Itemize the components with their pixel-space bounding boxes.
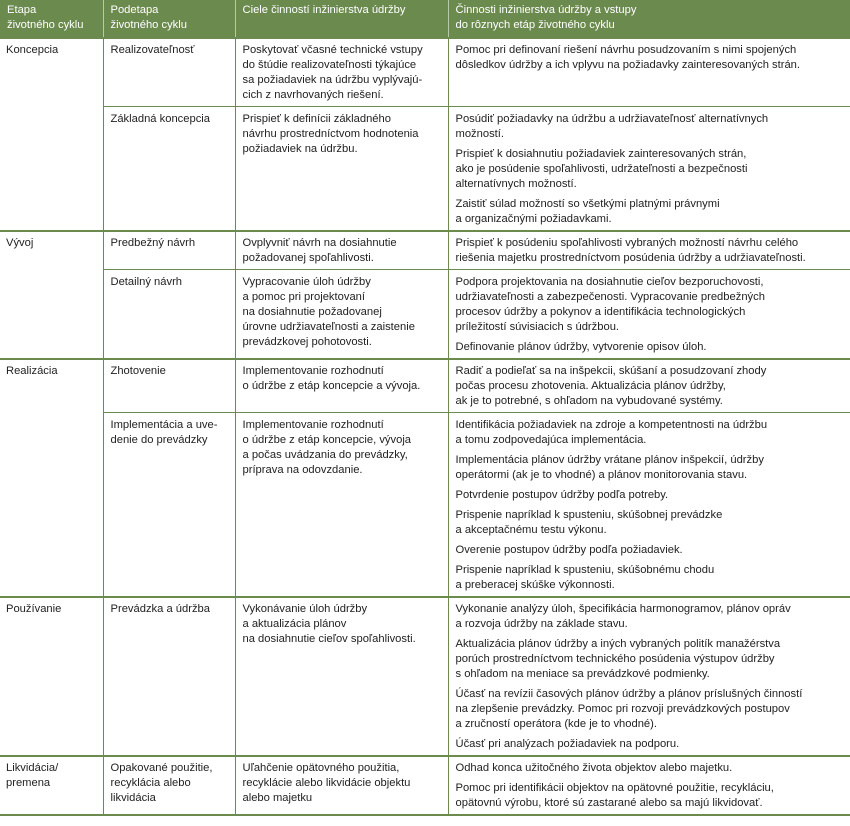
activity-item: Pomoc pri definovaní riešení návrhu posudzovaním s nimi spojených dôsledkov údržby a ich vplyvu na požiadavky zainteresovaných strán. (455, 44, 801, 71)
activities-cell (448, 38, 850, 107)
activities-cell (448, 756, 850, 815)
activity-item: Účasť na revízii časových plánov údržby a plánov príslušných činností na zlepšenie prevádzky. Pomoc pri rozvoji prevádzkových postupov a zručností operátora (kde je to vhodné). (455, 688, 803, 730)
goal-cell: Vykonávanie úloh údržby a aktualizácia plánov na dosiahnutie cieľov spoľahlivosti. (235, 597, 448, 756)
goal-cell: Vypracovanie úloh údržby a pomoc pri projektovaní na dosiahnutie požadovanej úrovne udržiavateľnosti a zaistenie prevádzkovej pohotovosti. (235, 270, 448, 360)
goal-cell: Uľahčenie opätovného použitia, recyklácie alebo likvidácie objektu alebo majetku (235, 756, 448, 815)
table-header-row (0, 0, 850, 38)
stage-cell: Realizácia (0, 359, 103, 413)
activities-cell (448, 597, 850, 756)
activities-cell (448, 359, 850, 413)
activities-cell (448, 270, 850, 360)
table-row (0, 107, 850, 232)
substage-cell: Predbežný návrh (103, 231, 235, 270)
substage-cell: Základná koncepcia (103, 107, 235, 232)
substage-cell: Prevádzka a údržba (103, 597, 235, 756)
header-substage: Podetapa životného cyklu (103, 0, 235, 38)
substage-cell: Implementácia a uve- denie do prevádzky (103, 413, 235, 598)
substage-cell: Realizovateľnosť (103, 38, 235, 107)
substage-cell: Zhotovenie (103, 359, 235, 413)
stage-cell: Koncepcia (0, 38, 103, 107)
stage-cell (0, 107, 103, 232)
goal-cell: Ovplyvniť návrh na dosiahnutie požadovanej spoľahlivosti. (235, 231, 448, 270)
stage-cell (0, 270, 103, 360)
table-row (0, 38, 850, 107)
activity-item: Zaistiť súlad možností so všetkými platnými právnymi a organizačnými požiadavkami. (455, 198, 720, 225)
stage-cell: Vývoj (0, 231, 103, 270)
activities-cell (448, 413, 850, 598)
activities-cell (448, 107, 850, 232)
stage-cell: Likvidácia/ premena (0, 756, 103, 815)
activities-cell (448, 231, 850, 270)
activity-item: Radiť a podieľať sa na inšpekcii, skúšaní a posudzovaní zhody počas procesu zhotovenia. Aktualizácia plánov údržby, ak je to potrebné, s ohľadom na vybudované systémy. (455, 365, 767, 407)
activity-item: Prispieť k posúdeniu spoľahlivosti vybraných možností návrhu celého riešenia majetku prostredníctvom posúdenia údržby a udržiavateľnosti. (455, 237, 806, 264)
goal-cell: Implementovanie rozhodnutí o údržbe z etáp koncepcie, vývoja a počas uvádzania do prevádzky, príprava na odovzdanie. (235, 413, 448, 598)
activity-item: Posúdiť požiadavky na údržbu a udržiavateľnosť alternatívnych možností. (455, 113, 769, 140)
activity-item: Podpora projektovania na dosiahnutie cieľov bezporuchovosti, udržiavateľnosti a zabezpečenosti. Vypracovanie predbežných procesov údržby a pokynov a identifikácia technologických príležitostí súvisiacich s údržbou. (455, 276, 765, 333)
header-goals: Ciele činností inžinierstva údržby (235, 0, 448, 38)
goal-cell: Implementovanie rozhodnutí o údržbe z etáp koncepcie a vývoja. (235, 359, 448, 413)
activity-item: Aktualizácia plánov údržby a iných vybraných politík manažérstva porúch prostredníctvom technického posúdenia výstupov údržby s ohľadom na meniace sa prevádzkové podmienky. (455, 638, 781, 680)
activity-item: Identifikácia požiadaviek na zdroje a kompetentnosti na údržbu a tomu zodpovedajúca implementácia. (455, 419, 768, 446)
activity-item: Účasť pri analýzach požiadaviek na podporu. (455, 738, 680, 750)
substage-cell: Opakované použitie, recyklácia alebo likvidácia (103, 756, 235, 815)
header-activities: Činnosti inžinierstva údržby a vstupy do rôznych etáp životného cyklu (448, 0, 850, 38)
goal-cell: Poskytovať včasné technické vstupy do štúdie realizovateľnosti týkajúce sa požiadaviek na údržbu vyplývajú- cich z navrhovaných riešení. (235, 38, 448, 107)
table-row (0, 231, 850, 270)
table-row (0, 359, 850, 413)
table-row (0, 270, 850, 360)
stage-cell (0, 413, 103, 598)
activity-item: Pomoc pri identifikácii objektov na opätovné použitie, recykláciu, opätovnú výrobu, ktoré sú zastarané alebo sa majú likvidovať. (455, 782, 774, 809)
substage-cell: Detailný návrh (103, 270, 235, 360)
header-stage: Etapa životného cyklu (0, 0, 103, 38)
goal-cell: Prispieť k definícii základného návrhu prostredníctvom hodnotenia požiadaviek na údržbu. (235, 107, 448, 232)
activity-item: Vykonanie analýzy úloh, špecifikácia harmonogramov, plánov opráv a rozvoja údržby na základe stavu. (455, 603, 791, 630)
table-row (0, 756, 850, 815)
activity-item: Prispenie napríklad k spusteniu, skúšobnému chodu a preberacej skúške výkonnosti. (455, 564, 715, 591)
activity-item: Prispenie napríklad k spusteniu, skúšobnej prevádzke a akceptačnému testu výkonu. (455, 509, 723, 536)
activity-item: Overenie postupov údržby podľa požiadaviek. (455, 544, 683, 556)
activity-item: Implementácia plánov údržby vrátane plánov inšpekcií, údržby operátormi (ak je to vhodné) a plánov monitorovania stavu. (455, 454, 764, 481)
stage-cell: Používanie (0, 597, 103, 756)
activity-item: Definovanie plánov údržby, vytvorenie opisov úloh. (455, 341, 707, 353)
activity-item: Odhad konca užitočného života objektov alebo majetku. (455, 762, 733, 774)
activity-item: Prispieť k dosiahnutiu požiadaviek zainteresovaných strán, ako je posúdenie spoľahlivosti, udržateľnosti a bezpečnosti alternatívnych možností. (455, 148, 748, 190)
activity-item: Potvrdenie postupov údržby podľa potreby. (455, 489, 669, 501)
table-row (0, 413, 850, 598)
table-row (0, 597, 850, 756)
